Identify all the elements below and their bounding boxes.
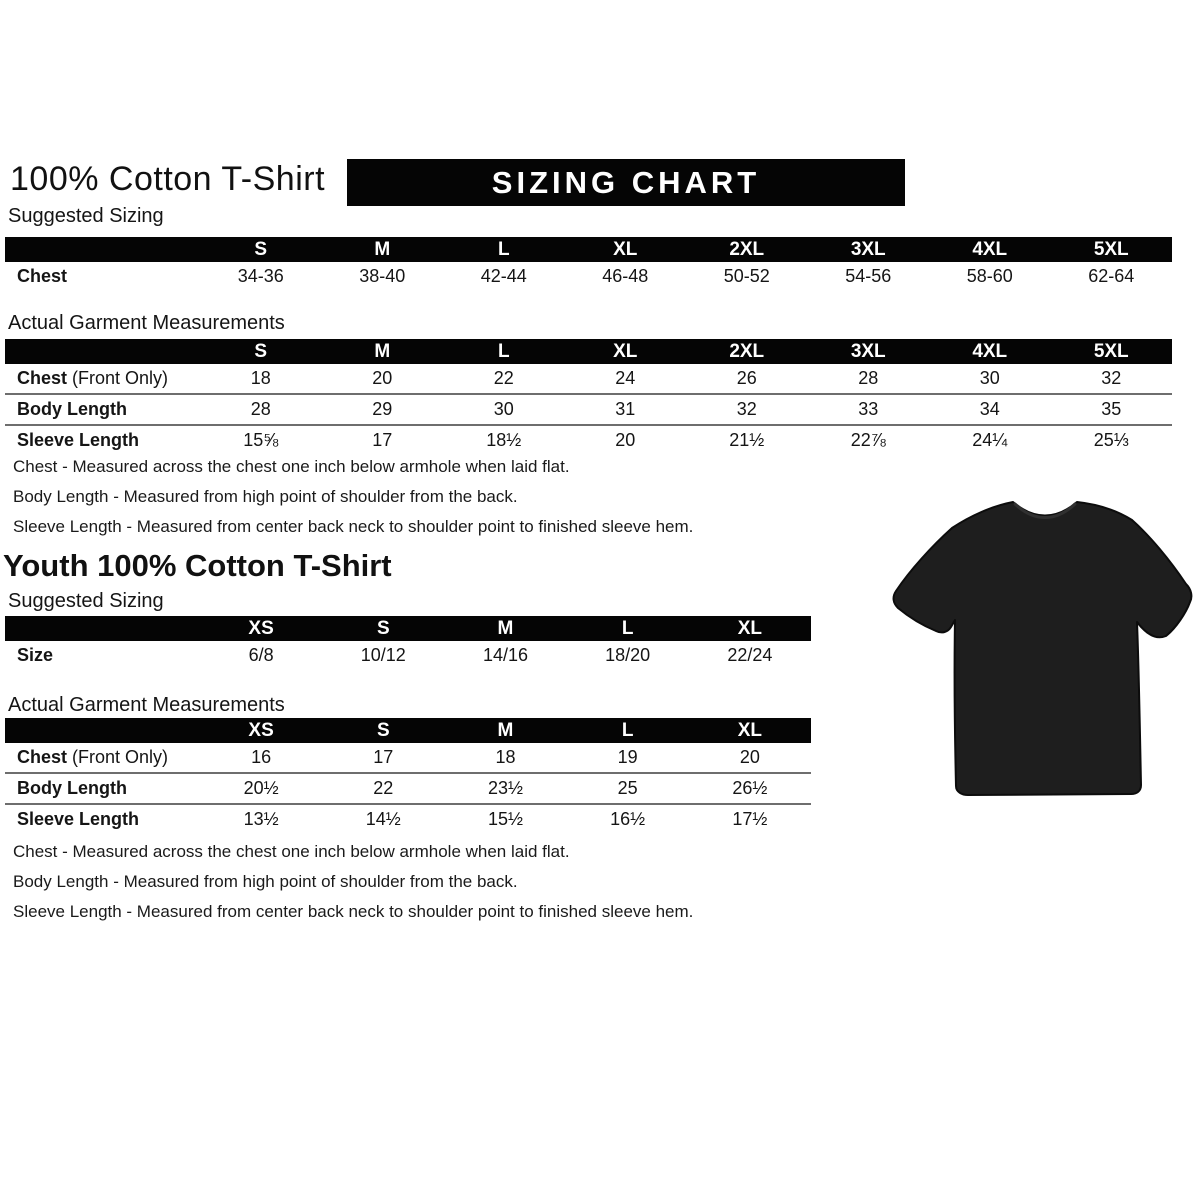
youth-section-title: Youth 100% Cotton T-Shirt xyxy=(3,548,392,583)
corner-header-cell xyxy=(5,237,200,262)
measurement-cell: 35 xyxy=(1051,394,1173,425)
measurement-cell: 16 xyxy=(251,747,272,767)
measurement-cell: 50-52 xyxy=(723,266,770,286)
measurement-cell: 28 xyxy=(200,394,322,425)
note-chest: Chest - Measured across the chest one inch below armhole when laid flat. xyxy=(13,457,570,476)
measurement-row xyxy=(5,364,1172,394)
size-column-header: XL xyxy=(689,718,811,743)
measurement-cell: 32 xyxy=(686,394,808,425)
measurement-cell: 21½ xyxy=(686,425,808,455)
page-title: 100% Cotton T-Shirt xyxy=(10,160,326,198)
measurement-cell: 25⅓ xyxy=(1051,425,1173,455)
measurement-cell: 15½ xyxy=(444,804,566,834)
youth-actual-measurements-table-wrap xyxy=(5,718,811,834)
measurement-cell: 19 xyxy=(617,747,638,767)
size-header-row xyxy=(5,718,811,743)
note-body-length: Body Length - Measured from high point of shoulder from the back. xyxy=(13,872,518,891)
size-column-header: 5XL xyxy=(1051,339,1173,364)
measurement-cell: 26½ xyxy=(689,773,811,804)
size-column-header: L xyxy=(443,237,565,262)
measurement-cell: 38-40 xyxy=(359,266,406,286)
youth-suggested-sizing-label: Suggested Sizing xyxy=(8,590,164,612)
measurement-cell: 16½ xyxy=(567,804,689,834)
size-column-header: XL xyxy=(565,339,687,364)
measurement-cell: 18/20 xyxy=(605,645,651,665)
measurement-cell: 20 xyxy=(739,747,760,767)
measurement-cell: 23½ xyxy=(444,773,566,804)
sizing-table xyxy=(5,616,811,670)
size-header-row xyxy=(5,339,1172,364)
adult-measurement-notes xyxy=(13,458,693,548)
sizing-table xyxy=(5,237,1172,291)
measurement-cell: 32 xyxy=(1101,368,1122,388)
row-label: Body Length xyxy=(5,773,200,804)
row-label: Sleeve Length xyxy=(5,425,200,455)
youth-actual-measurements-label: Actual Garment Measurements xyxy=(8,694,285,716)
measurement-cell: 17 xyxy=(373,747,394,767)
youth-suggested-sizing-table-wrap xyxy=(5,616,811,670)
measurement-cell: 20½ xyxy=(200,773,322,804)
measurement-cell: 62-64 xyxy=(1088,266,1135,286)
measurement-cell: 54-56 xyxy=(845,266,892,286)
measurement-cell: 22 xyxy=(493,368,514,388)
measurement-cell: 14/16 xyxy=(482,645,528,665)
measurement-cell: 17½ xyxy=(689,804,811,834)
measurement-cell: 30 xyxy=(443,394,565,425)
size-column-header: L xyxy=(567,718,689,743)
size-column-header: 3XL xyxy=(808,237,930,262)
size-column-header: S xyxy=(322,616,444,641)
corner-header-cell xyxy=(5,718,200,743)
sizing-table xyxy=(5,718,811,834)
measurement-cell: 22⅞ xyxy=(808,425,930,455)
measurement-cell: 22 xyxy=(322,773,444,804)
row-label: Size xyxy=(17,645,54,665)
size-column-header: M xyxy=(444,718,566,743)
measurement-cell: 26 xyxy=(736,368,757,388)
measurement-cell: 18 xyxy=(495,747,516,767)
measurement-cell: 22/24 xyxy=(727,645,773,665)
measurement-cell: 28 xyxy=(858,368,879,388)
measurement-cell: 58-60 xyxy=(966,266,1013,286)
row-label: Chest xyxy=(17,266,68,286)
measurement-row xyxy=(5,425,1172,455)
measurement-cell: 29 xyxy=(322,394,444,425)
note-chest: Chest - Measured across the chest one inch below armhole when laid flat. xyxy=(13,842,570,861)
size-column-header: S xyxy=(200,339,322,364)
measurement-cell: 18 xyxy=(250,368,271,388)
size-column-header: L xyxy=(443,339,565,364)
size-column-header: L xyxy=(567,616,689,641)
note-sleeve-length: Sleeve Length - Measured from center back neck to shoulder point to finished sleeve hem. xyxy=(13,517,694,536)
size-column-header: 2XL xyxy=(686,339,808,364)
measurement-cell: 34-36 xyxy=(237,266,284,286)
measurement-row xyxy=(5,394,1172,425)
youth-measurement-notes xyxy=(13,843,693,933)
measurement-row xyxy=(5,773,811,804)
measurement-cell: 14½ xyxy=(322,804,444,834)
size-column-header: M xyxy=(322,237,444,262)
row-label: Chest (Front Only) xyxy=(17,747,169,767)
measurement-cell: 15⅝ xyxy=(200,425,322,455)
measurement-cell: 34 xyxy=(929,394,1051,425)
measurement-cell: 20 xyxy=(372,368,393,388)
row-label: Chest (Front Only) xyxy=(17,368,169,388)
adult-actual-measurements-table-wrap xyxy=(5,339,1172,455)
black-t-shirt-photo xyxy=(888,497,1193,799)
measurement-cell: 42-44 xyxy=(480,266,527,286)
size-column-header: 5XL xyxy=(1051,237,1173,262)
row-label: Body Length xyxy=(5,394,200,425)
measurement-cell: 20 xyxy=(565,425,687,455)
corner-header-cell xyxy=(5,616,200,641)
note-sleeve-length: Sleeve Length - Measured from center back neck to shoulder point to finished sleeve hem. xyxy=(13,902,694,921)
size-column-header: 4XL xyxy=(929,339,1051,364)
size-header-row xyxy=(5,616,811,641)
measurement-row xyxy=(5,262,1172,291)
size-column-header: XS xyxy=(200,718,322,743)
measurement-cell: 6/8 xyxy=(248,645,274,665)
measurement-row xyxy=(5,804,811,834)
measurement-cell: 46-48 xyxy=(602,266,649,286)
measurement-cell: 33 xyxy=(808,394,930,425)
corner-header-cell xyxy=(5,339,200,364)
measurement-cell: 30 xyxy=(979,368,1000,388)
t-shirt-silhouette xyxy=(894,502,1192,795)
size-column-header: XL xyxy=(565,237,687,262)
adult-suggested-sizing-table-wrap xyxy=(5,237,1172,291)
row-label: Sleeve Length xyxy=(5,804,200,834)
size-column-header: 3XL xyxy=(808,339,930,364)
measurement-cell: 25 xyxy=(567,773,689,804)
measurement-cell: 18½ xyxy=(443,425,565,455)
size-column-header: XL xyxy=(689,616,811,641)
measurement-cell: 17 xyxy=(322,425,444,455)
size-column-header: XS xyxy=(200,616,322,641)
size-column-header: S xyxy=(200,237,322,262)
measurement-cell: 24¼ xyxy=(929,425,1051,455)
sizing-chart-banner: SIZING CHART xyxy=(347,159,905,206)
measurement-cell: 24 xyxy=(615,368,636,388)
measurement-row xyxy=(5,641,811,670)
size-column-header: S xyxy=(322,718,444,743)
note-body-length: Body Length - Measured from high point of shoulder from the back. xyxy=(13,487,518,506)
size-column-header: 4XL xyxy=(929,237,1051,262)
size-column-header: M xyxy=(322,339,444,364)
sizing-table xyxy=(5,339,1172,455)
size-column-header: M xyxy=(444,616,566,641)
size-header-row xyxy=(5,237,1172,262)
measurement-cell: 31 xyxy=(565,394,687,425)
measurement-row xyxy=(5,743,811,773)
size-column-header: 2XL xyxy=(686,237,808,262)
measurement-cell: 13½ xyxy=(200,804,322,834)
adult-suggested-sizing-label: Suggested Sizing xyxy=(8,205,164,227)
adult-actual-measurements-label: Actual Garment Measurements xyxy=(8,312,285,334)
measurement-cell: 10/12 xyxy=(360,645,406,665)
